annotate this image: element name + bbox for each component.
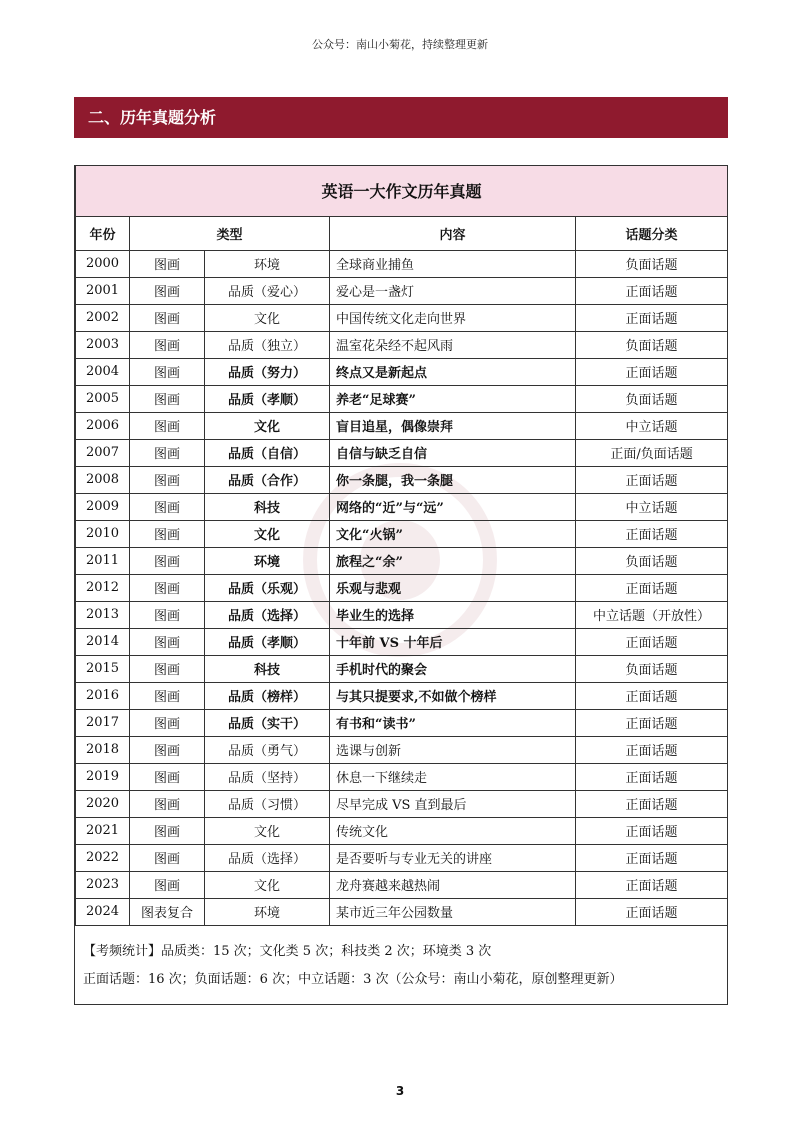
cell-topic: 正面话题	[576, 682, 728, 709]
cell-topic: 负面话题	[576, 655, 728, 682]
cell-topic: 正面话题	[576, 709, 728, 736]
header-type: 类型	[130, 216, 330, 250]
cell-content: 某市近三年公园数量	[330, 898, 576, 925]
cell-year: 2001	[76, 277, 130, 304]
table-row	[76, 574, 728, 601]
cell-topic: 正面话题	[576, 628, 728, 655]
cell-form: 图画	[130, 412, 205, 439]
cell-content: 与其只提要求,不如做个榜样	[330, 682, 576, 709]
header-topic: 话题分类	[576, 216, 728, 250]
cell-content: 温室花朵经不起风雨	[330, 331, 576, 358]
cell-topic: 正面话题	[576, 763, 728, 790]
cell-topic: 正面话题	[576, 898, 728, 925]
cell-content: 毕业生的选择	[330, 601, 576, 628]
cell-year: 2007	[76, 439, 130, 466]
cell-form: 图画	[130, 574, 205, 601]
table-row	[76, 871, 728, 898]
cell-year: 2010	[76, 520, 130, 547]
cell-year: 2000	[76, 250, 130, 277]
cell-form: 图画	[130, 520, 205, 547]
cell-theme: 品质（实干）	[205, 709, 330, 736]
cell-year: 2011	[76, 547, 130, 574]
cell-topic: 正面话题	[576, 736, 728, 763]
cell-theme: 环境	[205, 547, 330, 574]
cell-theme: 文化	[205, 817, 330, 844]
cell-year: 2020	[76, 790, 130, 817]
cell-form: 图画	[130, 439, 205, 466]
cell-theme: 品质（努力）	[205, 358, 330, 385]
cell-theme: 文化	[205, 304, 330, 331]
cell-year: 2021	[76, 817, 130, 844]
frequency-stats	[75, 926, 727, 1004]
cell-form: 图画	[130, 763, 205, 790]
cell-theme: 文化	[205, 871, 330, 898]
cell-theme: 科技	[205, 655, 330, 682]
cell-content: 旅程之“余”	[330, 547, 576, 574]
cell-year: 2016	[76, 682, 130, 709]
stats-line-1: 【考频统计】品质类：15 次；文化类 5 次；科技类 2 次；环境类 3 次	[83, 943, 492, 959]
cell-theme: 品质（榜样）	[205, 682, 330, 709]
table-row	[76, 466, 728, 493]
cell-form: 图画	[130, 601, 205, 628]
exam-table	[75, 166, 728, 926]
stats-line-2: 正面话题：16 次；负面话题：6 次；中立话题：3 次（公众号：南山小菊花，原创整理更新）	[83, 971, 623, 987]
cell-topic: 中立话题	[576, 493, 728, 520]
table-row	[76, 547, 728, 574]
table-row	[76, 898, 728, 925]
cell-year: 2014	[76, 628, 130, 655]
cell-year: 2015	[76, 655, 130, 682]
cell-form: 图画	[130, 331, 205, 358]
cell-theme: 科技	[205, 493, 330, 520]
cell-year: 2003	[76, 331, 130, 358]
cell-content: 乐观与悲观	[330, 574, 576, 601]
exam-table-container	[74, 165, 728, 1005]
cell-year: 2013	[76, 601, 130, 628]
table-row	[76, 385, 728, 412]
cell-topic: 正面话题	[576, 790, 728, 817]
cell-content: 爱心是一盏灯	[330, 277, 576, 304]
cell-topic: 负面话题	[576, 385, 728, 412]
cell-theme: 品质（独立）	[205, 331, 330, 358]
table-row	[76, 763, 728, 790]
table-row	[76, 817, 728, 844]
cell-year: 2024	[76, 898, 130, 925]
cell-theme: 品质（孝顺）	[205, 385, 330, 412]
cell-content: 龙舟赛越来越热闹	[330, 871, 576, 898]
cell-topic: 正面话题	[576, 277, 728, 304]
cell-form: 图画	[130, 493, 205, 520]
table-row	[76, 520, 728, 547]
table-row	[76, 682, 728, 709]
cell-topic: 正面话题	[576, 466, 728, 493]
cell-content: 选课与创新	[330, 736, 576, 763]
cell-year: 2009	[76, 493, 130, 520]
cell-form: 图画	[130, 304, 205, 331]
cell-topic: 正面/负面话题	[576, 439, 728, 466]
cell-form: 图画	[130, 817, 205, 844]
cell-form: 图画	[130, 682, 205, 709]
cell-form: 图画	[130, 655, 205, 682]
cell-content: 尽早完成 VS 直到最后	[330, 790, 576, 817]
table-row	[76, 655, 728, 682]
cell-content: 传统文化	[330, 817, 576, 844]
cell-theme: 品质（自信）	[205, 439, 330, 466]
cell-year: 2022	[76, 844, 130, 871]
cell-topic: 中立话题	[576, 412, 728, 439]
cell-year: 2023	[76, 871, 130, 898]
cell-topic: 负面话题	[576, 250, 728, 277]
cell-topic: 正面话题	[576, 520, 728, 547]
cell-topic: 中立话题（开放性）	[576, 601, 728, 628]
table-row	[76, 250, 728, 277]
section-title: 二、历年真题分析	[74, 97, 728, 138]
cell-form: 图画	[130, 736, 205, 763]
cell-form: 图画	[130, 250, 205, 277]
cell-content: 手机时代的聚会	[330, 655, 576, 682]
cell-theme: 品质（习惯）	[205, 790, 330, 817]
cell-form: 图画	[130, 358, 205, 385]
table-row	[76, 304, 728, 331]
cell-content: 养老“足球赛”	[330, 385, 576, 412]
cell-theme: 品质（选择）	[205, 844, 330, 871]
cell-content: 终点又是新起点	[330, 358, 576, 385]
cell-form: 图画	[130, 466, 205, 493]
cell-topic: 负面话题	[576, 331, 728, 358]
cell-content: 中国传统文化走向世界	[330, 304, 576, 331]
cell-year: 2008	[76, 466, 130, 493]
cell-year: 2017	[76, 709, 130, 736]
cell-topic: 正面话题	[576, 871, 728, 898]
cell-year: 2018	[76, 736, 130, 763]
header-content: 内容	[330, 216, 576, 250]
cell-content: 自信与缺乏自信	[330, 439, 576, 466]
cell-theme: 品质（选择）	[205, 601, 330, 628]
cell-form: 图画	[130, 628, 205, 655]
cell-form: 图画	[130, 547, 205, 574]
table-row	[76, 358, 728, 385]
cell-content: 有书和“读书”	[330, 709, 576, 736]
table-row	[76, 331, 728, 358]
cell-topic: 正面话题	[576, 358, 728, 385]
cell-theme: 文化	[205, 520, 330, 547]
header-note: 公众号：南山小菊花，持续整理更新	[312, 38, 488, 51]
table-title: 英语一大作文历年真题	[76, 166, 728, 216]
cell-content: 是否要听与专业无关的讲座	[330, 844, 576, 871]
cell-form: 图画	[130, 790, 205, 817]
cell-year: 2004	[76, 358, 130, 385]
cell-content: 全球商业捕鱼	[330, 250, 576, 277]
cell-topic: 正面话题	[576, 574, 728, 601]
table-row	[76, 790, 728, 817]
cell-form: 图画	[130, 277, 205, 304]
header-year: 年份	[76, 216, 130, 250]
cell-theme: 文化	[205, 412, 330, 439]
cell-content: 网络的“近”与“远”	[330, 493, 576, 520]
cell-year: 2006	[76, 412, 130, 439]
table-row	[76, 439, 728, 466]
table-title-row	[76, 166, 728, 216]
table-row	[76, 601, 728, 628]
table-row	[76, 412, 728, 439]
cell-theme: 环境	[205, 250, 330, 277]
cell-content: 盲目追星，偶像崇拜	[330, 412, 576, 439]
cell-theme: 品质（坚持）	[205, 763, 330, 790]
cell-year: 2002	[76, 304, 130, 331]
table-row	[76, 493, 728, 520]
cell-content: 十年前 VS 十年后	[330, 628, 576, 655]
table-row	[76, 736, 728, 763]
cell-year: 2005	[76, 385, 130, 412]
cell-form: 图表复合	[130, 898, 205, 925]
table-row	[76, 277, 728, 304]
cell-content: 休息一下继续走	[330, 763, 576, 790]
cell-form: 图画	[130, 709, 205, 736]
cell-content: 你一条腿，我一条腿	[330, 466, 576, 493]
table-header-row	[76, 216, 728, 250]
table-row	[76, 628, 728, 655]
cell-theme: 环境	[205, 898, 330, 925]
cell-year: 2012	[76, 574, 130, 601]
cell-theme: 品质（勇气）	[205, 736, 330, 763]
cell-form: 图画	[130, 871, 205, 898]
cell-topic: 正面话题	[576, 304, 728, 331]
cell-theme: 品质（乐观）	[205, 574, 330, 601]
cell-topic: 负面话题	[576, 547, 728, 574]
cell-content: 文化“火锅”	[330, 520, 576, 547]
cell-form: 图画	[130, 385, 205, 412]
page-number: 3	[395, 1084, 405, 1098]
cell-year: 2019	[76, 763, 130, 790]
table-row	[76, 709, 728, 736]
table-row	[76, 844, 728, 871]
cell-topic: 正面话题	[576, 817, 728, 844]
cell-theme: 品质（孝顺）	[205, 628, 330, 655]
cell-topic: 正面话题	[576, 844, 728, 871]
cell-theme: 品质（爱心）	[205, 277, 330, 304]
cell-form: 图画	[130, 844, 205, 871]
cell-theme: 品质（合作）	[205, 466, 330, 493]
